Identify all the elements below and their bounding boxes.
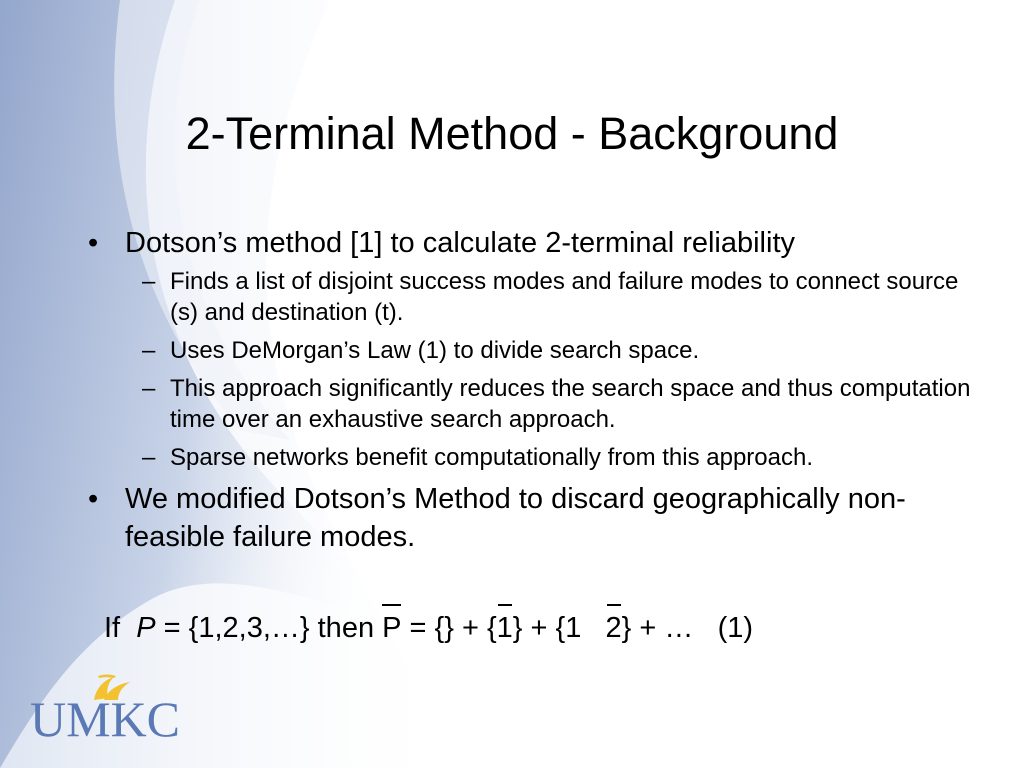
bullet-text: Dotson’s method [1] to calculate 2-terminal reliability (125, 227, 796, 259)
formula-eq: = {} + { (401, 612, 497, 644)
dash-icon: – (142, 268, 156, 295)
formula-two-complement: 2 (606, 608, 622, 648)
bullet-list (88, 224, 988, 560)
formula-end: } + … (1) (621, 612, 754, 644)
bullet-dot-icon: • (88, 227, 99, 259)
formula-p: P (136, 612, 156, 644)
bullet-dot-icon: • (88, 483, 99, 515)
sub-bullet-item (88, 373, 988, 435)
formula-set: = {1,2,3,…} then (155, 612, 383, 644)
sub-bullet-text: Uses DeMorgan’s Law (1) to divide search space. (170, 337, 700, 364)
formula-mid: } + {1 (512, 612, 606, 644)
formula-if: If (104, 612, 121, 644)
dash-icon: – (142, 444, 156, 471)
bullet-text: We modified Dotson’s Method to discard geographically non-feasible failure modes. (125, 483, 906, 553)
bullet-item (88, 224, 988, 262)
dash-icon: – (142, 375, 156, 402)
formula-one-complement: 1 (497, 608, 513, 648)
bullet-item (88, 480, 988, 556)
umkc-logo: UMKC (30, 691, 181, 747)
sub-bullet-item (88, 335, 988, 366)
sub-bullet-text: Finds a list of disjoint success modes and failure modes to connect source (s) and destination (t). (170, 268, 959, 326)
formula-p-complement: P (382, 608, 401, 648)
sub-bullet-text: This approach significantly reduces the search space and thus computation time over an exhaustive search approach. (170, 375, 971, 433)
sub-bullet-item (88, 442, 988, 473)
demorgan-formula (104, 608, 753, 648)
dash-icon: – (142, 337, 156, 364)
slide-title: 2-Terminal Method - Background (185, 108, 839, 159)
sub-bullet-item (88, 266, 988, 328)
sub-bullet-text: Sparse networks benefit computationally from this approach. (170, 444, 813, 471)
